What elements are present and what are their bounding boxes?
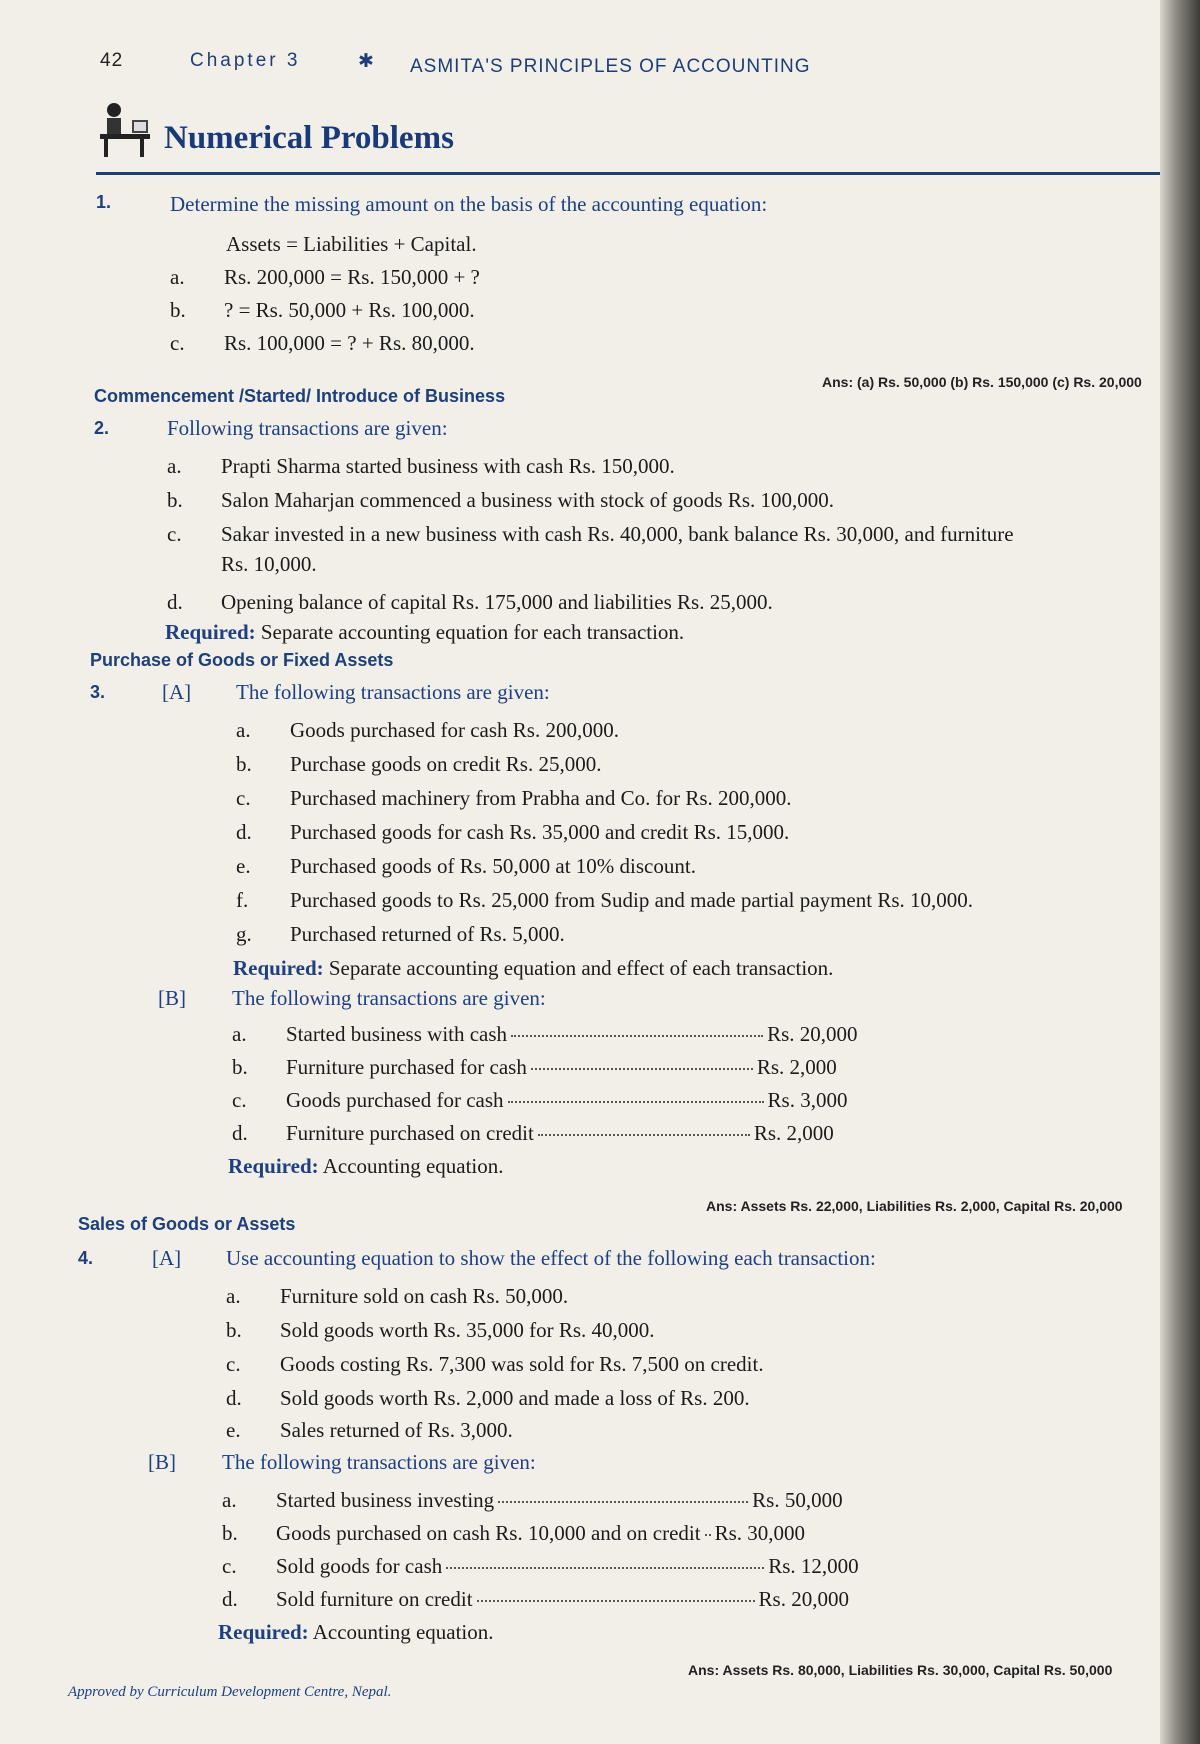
question-2-number: 2. <box>94 418 110 438</box>
list-item: c. Goods purchased for cash Rs. 3,000 <box>232 1088 848 1112</box>
list-item: a. Goods purchased for cash Rs. 200,000. <box>236 718 619 742</box>
section-heading-sales: Sales of Goods or Assets <box>78 1214 296 1234</box>
running-header <box>100 50 811 77</box>
list-item: d. Furniture purchased on credit Rs. 2,000 <box>232 1121 834 1145</box>
list-item: b. Purchase goods on credit Rs. 25,000. <box>236 752 602 776</box>
part-a-tag: [A] <box>162 680 192 704</box>
title-rule <box>96 172 1196 175</box>
star-separator: ✱ <box>358 51 375 72</box>
list-item: d. Sold furniture on credit Rs. 20,000 <box>222 1587 849 1611</box>
list-item: c. Sakar invested in a new business with cash Rs. 40,000, bank balance Rs. 30,000, and furniture <box>167 522 1014 546</box>
list-item: a. Prapti Sharma started business with cash Rs. 150,000. <box>167 454 675 478</box>
list-item: b. Furniture purchased for cash Rs. 2,000 <box>232 1055 837 1079</box>
section-title: Numerical Problems <box>164 120 454 156</box>
section-title-row <box>96 100 1196 176</box>
list-item: b. Goods purchased on cash Rs. 10,000 and on credit Rs. 30,000 <box>222 1521 806 1545</box>
footer-approval-note: Approved by Curriculum Development Centre, Nepal. <box>68 1684 392 1700</box>
book-title: ASMITA'S PRINCIPLES OF ACCOUNTING <box>410 56 811 77</box>
list-item: g. Purchased returned of Rs. 5,000. <box>236 922 565 946</box>
list-item: b. Sold goods worth Rs. 35,000 for Rs. 40,000. <box>226 1318 655 1342</box>
question-4-number: 4. <box>78 1248 94 1268</box>
required-note: Required: Separate accounting equation for each transaction. <box>165 620 685 644</box>
list-item: c. Purchased machinery from Prabha and Co. for Rs. 200,000. <box>236 786 792 810</box>
question-2-prompt: Following transactions are given: <box>167 416 448 440</box>
part-a-tag: [A] <box>152 1246 182 1270</box>
section-heading-commencement: Commencement /Started/ Introduce of Business <box>94 386 506 406</box>
list-item: d. Purchased goods for cash Rs. 35,000 and credit Rs. 15,000. <box>236 820 790 844</box>
chapter-label: Chapter 3 <box>190 50 301 71</box>
list-item: c. Rs. 100,000 = ? + Rs. 80,000. <box>170 331 475 355</box>
part-b-tag: [B] <box>148 1450 176 1474</box>
list-item: d. Sold goods worth Rs. 2,000 and made a loss of Rs. 200. <box>226 1386 750 1410</box>
question-1-number: 1. <box>96 192 112 212</box>
required-note: Required: Accounting equation. <box>218 1620 494 1644</box>
list-item: a. Furniture sold on cash Rs. 50,000. <box>226 1284 569 1308</box>
required-note: Required: Separate accounting equation and effect of each transaction. <box>233 956 834 980</box>
list-item: e. Purchased goods of Rs. 50,000 at 10% discount. <box>236 854 696 878</box>
page-binding-shadow <box>1160 0 1200 1744</box>
question-3b-prompt: The following transactions are given: <box>232 986 546 1010</box>
required-note: Required: Accounting equation. <box>228 1154 504 1178</box>
list-item: d. Opening balance of capital Rs. 175,000 and liabilities Rs. 25,000. <box>167 590 773 614</box>
list-item-continuation: Rs. 10,000. <box>221 552 317 576</box>
question-1-prompt: Determine the missing amount on the basis of the accounting equation: <box>170 192 768 216</box>
answer-3b: Ans: Assets Rs. 22,000, Liabilities Rs. 2,000, Capital Rs. 20,000 <box>706 1198 1123 1214</box>
question-4b-prompt: The following transactions are given: <box>222 1450 536 1474</box>
question-1-equation: Assets = Liabilities + Capital. <box>226 232 477 256</box>
list-item: c. Goods costing Rs. 7,300 was sold for Rs. 7,500 on credit. <box>226 1352 764 1376</box>
list-item: b. Salon Maharjan commenced a business with stock of goods Rs. 100,000. <box>167 488 834 512</box>
list-item: a. Started business investing Rs. 50,000 <box>222 1488 843 1512</box>
list-item: f. Purchased goods to Rs. 25,000 from Sudip and made partial payment Rs. 10,000. <box>236 888 974 912</box>
list-item: a. Started business with cash Rs. 20,000 <box>232 1022 858 1046</box>
list-item: b. ? = Rs. 50,000 + Rs. 100,000. <box>170 298 475 322</box>
part-b-tag: [B] <box>158 986 186 1010</box>
answer-1: Ans: (a) Rs. 50,000 (b) Rs. 150,000 (c) Rs. 20,000 <box>822 374 1142 390</box>
question-4a-prompt: Use accounting equation to show the effect of the following each transaction: <box>226 1246 876 1270</box>
section-heading-purchase: Purchase of Goods or Fixed Assets <box>90 650 394 670</box>
list-item: a. Rs. 200,000 = Rs. 150,000 + ? <box>170 265 480 289</box>
list-item: c. Sold goods for cash Rs. 12,000 <box>222 1554 859 1578</box>
answer-4b: Ans: Assets Rs. 80,000, Liabilities Rs. 30,000, Capital Rs. 50,000 <box>688 1662 1113 1678</box>
list-item: e. Sales returned of Rs. 3,000. <box>226 1418 513 1442</box>
question-3a-prompt: The following transactions are given: <box>236 680 550 704</box>
student-at-desk-icon <box>96 100 158 162</box>
page-number: 42 <box>100 50 124 71</box>
question-3-number: 3. <box>90 682 106 702</box>
